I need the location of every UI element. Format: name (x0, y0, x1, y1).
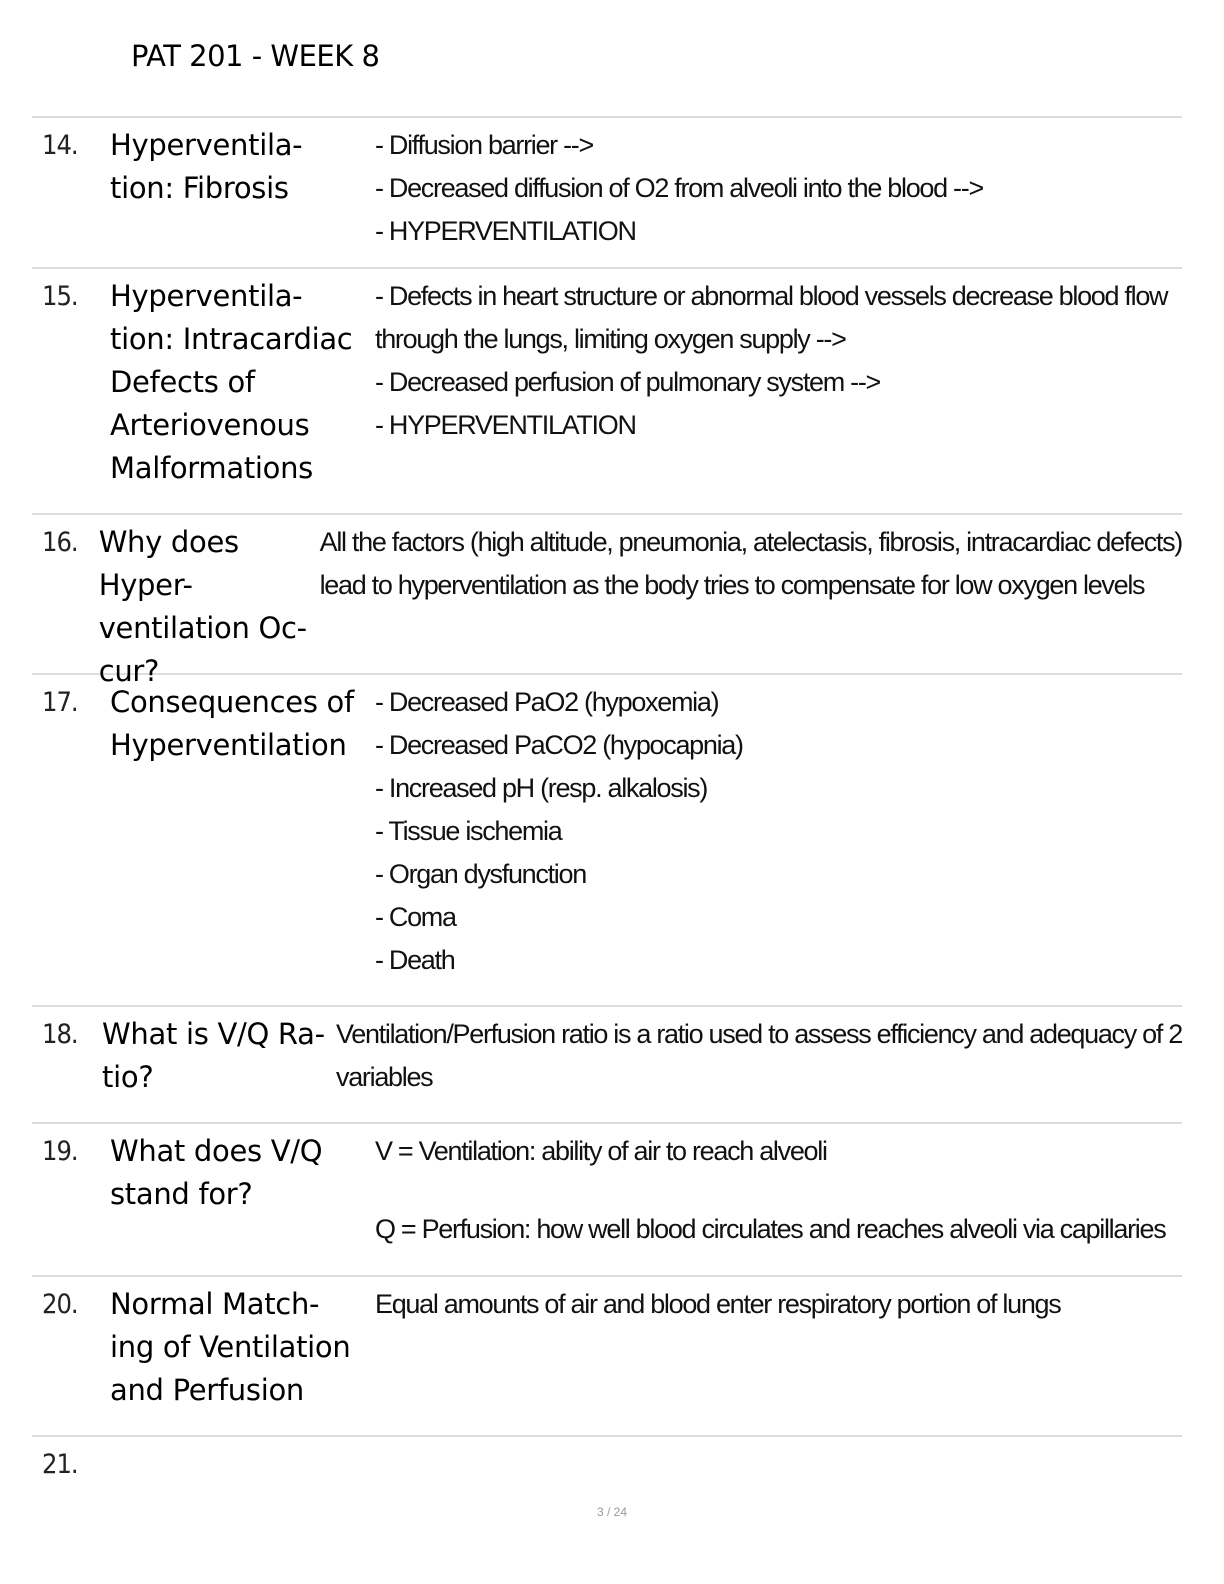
definition-line: Q = Perfusion: how well blood circulates and reaches alveoli via capillaries (375, 1214, 1166, 1244)
definition-line: - Tissue ischemia (375, 816, 562, 846)
definition-line: - Diffusion barrier --> (375, 130, 593, 160)
definition-line: through the lungs, limiting oxygen supply --> (375, 324, 846, 354)
card-number: 18. (42, 1019, 78, 1050)
card-term: Hyperventila- tion: Intracardiac Defects of Arteriovenous Malformations (110, 279, 353, 485)
definition-line: - Decreased perfusion of pulmonary system --> (375, 367, 880, 397)
definition-line: - Decreased diffusion of O2 from alveoli into the blood --> (375, 173, 983, 203)
definition-line: Ventilation/Perfusion ratio is a ratio used to assess efficiency and adequacy of 2 (336, 1019, 1182, 1049)
definition-line: All the factors (high altitude, pneumonia, atelectasis, fibrosis, intracardiac defects) (319, 527, 1182, 557)
definition-line: - Death (375, 945, 455, 975)
card-term: What is V/Q Ra- tio? (102, 1017, 325, 1094)
card-definition (375, 1443, 1182, 1495)
card-term: Normal Match- ing of Ventilation and Perfusion (110, 1287, 351, 1407)
definition-spacer (375, 1173, 1182, 1208)
card-definition (336, 1013, 1182, 1122)
flashcard (32, 116, 1182, 267)
flashcard (32, 1122, 1182, 1275)
card-term: Why does Hyper- ventilation Oc- cur? (98, 525, 307, 688)
definition-line: - HYPERVENTILATION (375, 410, 636, 440)
card-number: 20. (42, 1289, 78, 1320)
card-number: 19. (42, 1136, 78, 1167)
card-number: 21. (42, 1449, 78, 1480)
card-definition (320, 521, 1182, 673)
flashcard (32, 1435, 1182, 1495)
definition-line: - Increased pH (resp. alkalosis) (375, 773, 708, 803)
card-number: 16. (42, 527, 78, 558)
definition-line: - Decreased PaCO2 (hypocapnia) (375, 730, 743, 760)
definition-line: - Decreased PaO2 (hypoxemia) (375, 687, 719, 717)
card-definition (375, 1130, 1182, 1275)
card-term: Consequences of Hyperventilation (110, 685, 354, 762)
definition-line: lead to hyperventilation as the body tries to compensate for low oxygen levels (319, 570, 1145, 600)
flashcard (32, 673, 1182, 1005)
card-definition (375, 275, 1182, 513)
card-definition (375, 1283, 1182, 1435)
flashcard (32, 513, 1182, 688)
page-title: PAT 201 - WEEK 8 (131, 39, 380, 73)
card-term (110, 1443, 375, 1495)
definition-line: Equal amounts of air and blood enter respiratory portion of lungs (375, 1289, 1061, 1319)
card-definition (375, 681, 1182, 1005)
definition-line: V = Ventilation: ability of air to reach alveoli (375, 1136, 827, 1166)
definition-line: - HYPERVENTILATION (375, 216, 636, 246)
definition-line: - Coma (375, 902, 456, 932)
flashcard (32, 267, 1182, 513)
definition-line: - Defects in heart structure or abnormal blood vessels decrease blood flow (375, 281, 1168, 311)
card-definition (375, 124, 1182, 267)
page-indicator: 3 / 24 (596, 1505, 628, 1519)
flashcard (32, 1275, 1182, 1435)
flashcard-list (32, 116, 1182, 1495)
card-number: 17. (42, 687, 78, 718)
definition-line: - Organ dysfunction (375, 859, 586, 889)
definition-line: variables (336, 1062, 433, 1092)
flashcard (32, 1005, 1182, 1122)
card-number: 14. (42, 130, 78, 161)
card-number: 15. (42, 281, 78, 312)
card-term: Hyperventila- tion: Fibrosis (110, 128, 303, 205)
card-term: What does V/Q stand for? (110, 1134, 323, 1211)
